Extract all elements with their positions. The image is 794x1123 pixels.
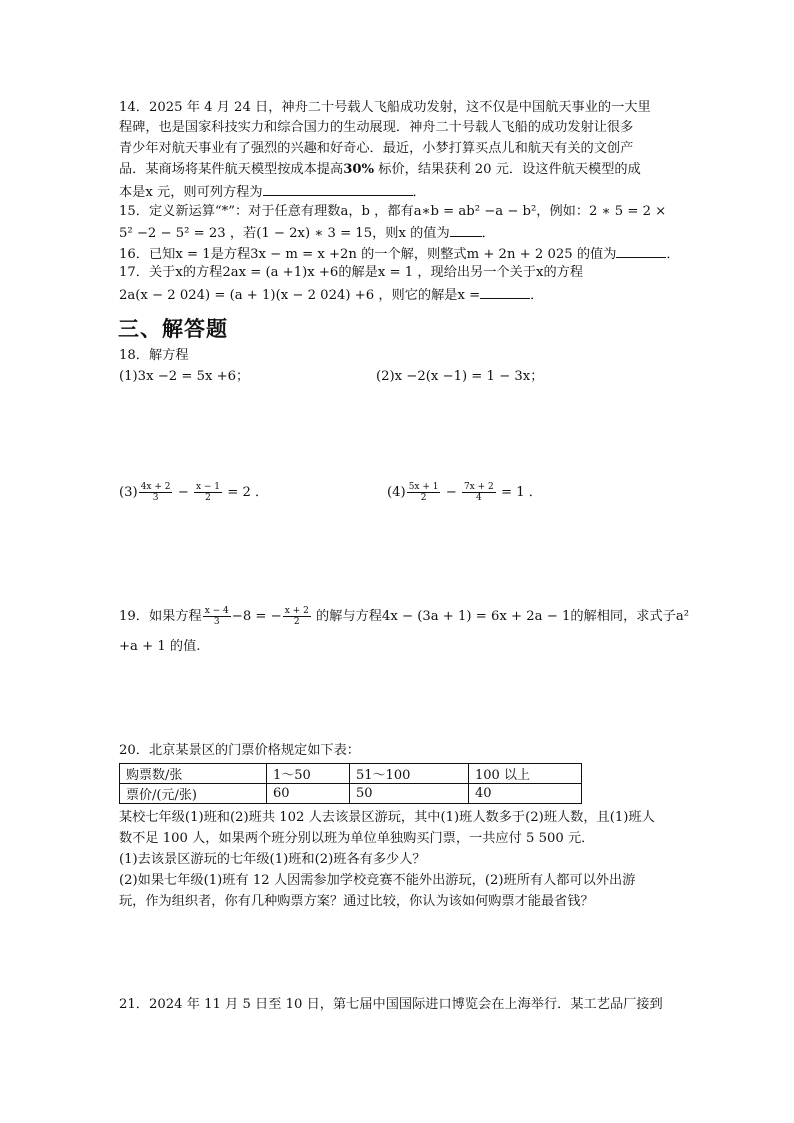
equation-rhs: = 2 ． xyxy=(227,485,269,500)
q18-title: 18．解方程 xyxy=(119,348,189,363)
table-cell: 1～50 xyxy=(267,764,350,784)
q15-line-2 xyxy=(119,222,495,244)
numerator: x + 2 xyxy=(284,606,309,616)
q20-intro: 20．北京某景区的门票价格规定如下表： xyxy=(119,743,360,758)
q19-line-1 xyxy=(119,604,689,630)
table-cell: 50 xyxy=(350,784,469,804)
q17-line-2 xyxy=(119,284,543,306)
part-number: (4) xyxy=(387,485,406,500)
table-cell: 票价/(元/张) xyxy=(120,784,267,804)
q14-text: 品．某商场将某件航天模型按成本提高 xyxy=(119,162,344,177)
q14-line-5 xyxy=(119,181,426,203)
q14-text: ． xyxy=(412,185,426,200)
q14-line-2: 程碑，也是国家科技实力和综合国力的生动展现．神舟二十号载人飞船的成功发射让很多 xyxy=(119,120,634,135)
numerator: 4x + 2 xyxy=(140,482,171,492)
table-cell: 100 以上 xyxy=(469,764,582,784)
answer-blank[interactable] xyxy=(450,222,482,237)
q18-part-2: (2)x −2(x −1) = 1 − 3x； xyxy=(376,369,544,384)
q20-line-1: 某校七年级(1)班和(2)班共 102 人去该景区游玩，其中(1)班人数多于(2)班人数，且(1)班人 xyxy=(119,810,655,825)
q14-percent: 30% xyxy=(343,162,375,177)
q17-line-1: 17．关于x的方程2ax = (a +1)x +6的解是x = 1 ，现给出另一个关于x的方程 xyxy=(119,265,584,280)
numerator: 7x + 2 xyxy=(463,482,494,492)
table-row xyxy=(120,784,582,804)
denominator: 3 xyxy=(213,617,220,627)
denominator: 2 xyxy=(293,617,300,627)
fraction xyxy=(407,482,441,503)
denominator: 4 xyxy=(475,493,482,503)
q19-text: 19．如果方程 xyxy=(119,609,202,624)
fraction xyxy=(283,606,311,627)
q20-line-3: (1)去该景区游玩的七年级(1)班和(2)班各有多少人？ xyxy=(119,852,426,867)
table-cell: 60 xyxy=(267,784,350,804)
part-number: (3) xyxy=(119,485,138,500)
q16-text: 16．已知x = 1是方程3x − m = x +2n 的一个解，则整式m + 2n + 2 025 的值为 xyxy=(119,247,617,262)
q18-part-1: (1)3x −2 = 5x +6； xyxy=(119,369,250,384)
q14-line-3: 青少年对航天事业有了强烈的兴趣和好奇心．最近，小梦打算买点儿和航天有关的文创产 xyxy=(119,141,634,156)
q19-text: 的解与方程4x − (3a + 1) = 6x + 2a − 1的解相同，求式子a² xyxy=(316,609,689,624)
section-heading: 三、解答题 xyxy=(118,317,228,341)
q20-line-2: 数不足 100 人，如果两个班分别以班为单位单独购买门票，一共应付 5 500 元． xyxy=(119,831,595,846)
denominator: 2 xyxy=(205,493,211,503)
q14-line-4 xyxy=(119,160,641,180)
minus-sign: − xyxy=(445,485,457,500)
answer-blank[interactable] xyxy=(480,284,530,299)
fraction xyxy=(194,482,222,503)
numerator: x − 1 xyxy=(195,482,221,492)
q19-text: −8 = − xyxy=(231,609,282,624)
q18-part-4 xyxy=(387,480,542,506)
equation-rhs: = 1 ． xyxy=(500,485,542,500)
table-row xyxy=(120,764,582,784)
fraction xyxy=(139,482,173,503)
q14-line-1: 14．2025 年 4 月 24 日，神舟二十号载人飞船成功发射，这不仅是中国航天事业的一大里 xyxy=(119,100,651,115)
q14-text: 标价，结果获利 20 元．设这件航天模型的成 xyxy=(374,162,641,177)
q15-text: ． xyxy=(481,226,495,241)
answer-blank[interactable] xyxy=(616,243,666,258)
denominator: 2 xyxy=(420,493,427,503)
denominator: 3 xyxy=(152,493,159,503)
numerator: 5x + 1 xyxy=(408,482,439,492)
q16-line xyxy=(119,243,680,265)
q18-part-3 xyxy=(119,480,268,506)
q21-line-1: 21．2024 年 11 月 5 日至 10 日，第七届中国国际进口博览会在上海举行．某工艺品厂接到 xyxy=(119,997,663,1012)
table-cell: 51～100 xyxy=(350,764,469,784)
table-cell: 购票数/张 xyxy=(120,764,267,784)
answer-blank[interactable] xyxy=(263,181,413,196)
numerator: x − 4 xyxy=(204,606,229,616)
ticket-price-table xyxy=(119,763,582,804)
q17-text: ． xyxy=(530,288,544,303)
q14-text: 本是x 元，则可列方程为 xyxy=(119,185,263,200)
q19-line-2: +a + 1 的值. xyxy=(119,639,201,654)
q17-text: 2a(x − 2 024) = (a + 1)(x − 2 024) +6 ，则它的解是x = xyxy=(119,288,481,303)
fraction xyxy=(462,482,496,503)
table-cell: 40 xyxy=(469,784,582,804)
minus-sign: − xyxy=(177,485,189,500)
fraction xyxy=(203,606,231,627)
q20-line-5: 玩，作为组织者，你有几种购票方案？通过比较，你认为该如何购票才能最省钱？ xyxy=(119,894,594,909)
q15-line-1: 15．定义新运算“*”：对于任意有理数a，b ，都有a∗b = ab² −a − b²，例如：2 ∗ 5 = 2 × xyxy=(119,204,667,219)
q15-text: 5² −2 − 5² = 23 ，若(1 − 2x) ∗ 3 = 15，则x 的值为 xyxy=(119,226,450,241)
q20-line-4: (2)如果七年级(1)班有 12 人因需参加学校竞赛不能外出游玩，(2)班所有人都可以外出游 xyxy=(119,873,636,888)
q16-text: ． xyxy=(666,247,680,262)
